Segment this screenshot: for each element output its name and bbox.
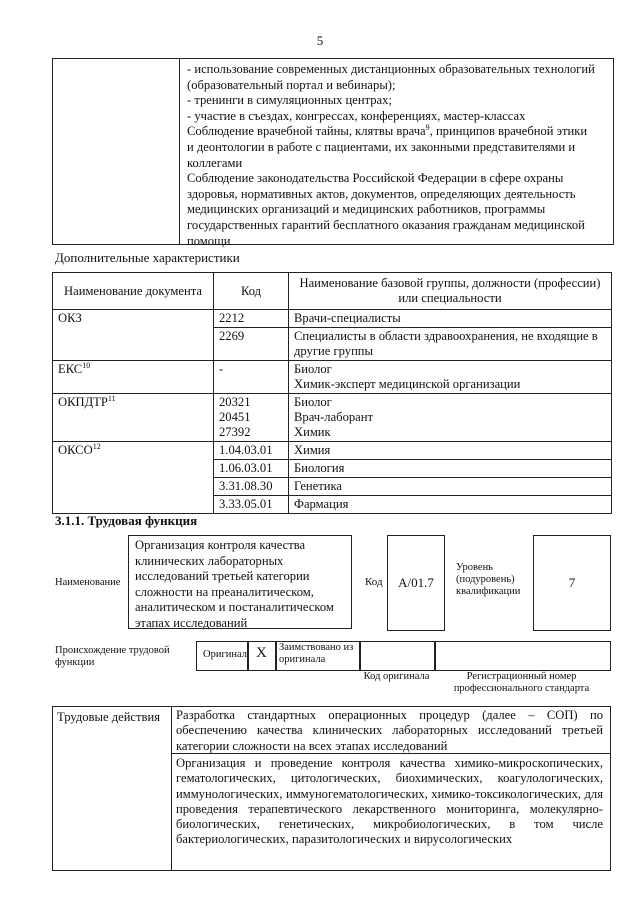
labor-action-item: Разработка стандартных операционных процедур (далее – СОП) по обеспечению качества клинических лабораторных исследований третьей категории сложности на всех этапах исследований bbox=[176, 708, 603, 753]
code-cell: 3.33.05.01 bbox=[214, 496, 289, 514]
code-cell: 3.31.08.30 bbox=[214, 478, 289, 496]
text-line: и деонтологии в работе с пациентами, их законными представителями и bbox=[187, 139, 576, 154]
table-row bbox=[53, 394, 612, 442]
doc-name-okz: ОКЗ bbox=[53, 310, 214, 361]
text-line bbox=[187, 124, 607, 140]
doc-name-okpdtr: ОКПДТР$^{11}$ bbox=[53, 394, 214, 442]
function-name-box: Организация контроля качества клинических лабораторных исследований третьей категории сложности на преаналитическом, аналитическом и постаналитическом этапах исследований bbox=[128, 535, 352, 629]
qualification-level-label: Уровень (подуровень) квалификации bbox=[456, 562, 521, 597]
code-cell: - bbox=[214, 361, 289, 394]
text-line: - участие в съездах, конгрессах, конференциях, мастер-классах bbox=[187, 108, 526, 123]
name-label: Наименование bbox=[55, 577, 121, 588]
additional-characteristics-table bbox=[52, 272, 612, 514]
code-cell: 2212 bbox=[214, 310, 289, 328]
column-header: Наименование базовой группы, должности (профессии) или специальности bbox=[289, 273, 612, 310]
original-label: Оригинал bbox=[203, 649, 247, 660]
text-line: - тренинги в симуляционных центрах; bbox=[187, 93, 392, 108]
text-line: здоровья, нормативных актов, документов, определяющих деятельность bbox=[187, 186, 576, 201]
name-cell: Врачи-специалисты bbox=[289, 310, 612, 328]
reg-number-cell bbox=[434, 641, 611, 671]
code-cell: 1.06.03.01 bbox=[214, 460, 289, 478]
oath-tail: , принципов врачебной этики bbox=[429, 124, 588, 139]
text-line: медицинских организаций и медицинских работников, программы bbox=[187, 202, 546, 217]
footnote-ref: 12 bbox=[92, 441, 101, 451]
labor-actions-label: Трудовые действия bbox=[57, 710, 161, 724]
section-title: 3.1.1. Трудовая функция bbox=[55, 513, 198, 528]
table-divider bbox=[179, 59, 180, 244]
column-header: Код bbox=[214, 273, 289, 310]
text-line: государственных гарантий бесплатного оказания гражданам медицинской bbox=[187, 217, 585, 232]
doc-name-okso: ОКСО$^{12}$ bbox=[53, 442, 214, 514]
name-cell: Биология bbox=[289, 460, 612, 478]
text-line: Соблюдение законодательства Российской Федерации в сфере охраны bbox=[187, 171, 564, 186]
name-cell: Биолог Химик-эксперт медицинской организации bbox=[289, 361, 612, 394]
doc-name-eks: ЕКС$^{10}$ bbox=[53, 361, 214, 394]
origin-label: Происхождение трудовой функции bbox=[55, 645, 170, 668]
code-cell: 1.04.03.01 bbox=[214, 442, 289, 460]
table-row bbox=[53, 442, 612, 460]
footnote-ref: 9 bbox=[425, 123, 430, 133]
code-label: Код bbox=[365, 576, 383, 588]
original-mark: X bbox=[256, 645, 267, 661]
code-cell: 20321 20451 27392 bbox=[214, 394, 289, 442]
table-header-row bbox=[53, 273, 612, 310]
requirements-text bbox=[187, 62, 607, 249]
text-line: помощи bbox=[187, 233, 231, 248]
code-original-label: Код оригинала bbox=[363, 671, 430, 682]
borrowed-label: Заимствовано из оригинала bbox=[279, 642, 354, 665]
oath-text: Соблюдение врачебной тайны, клятвы врача bbox=[187, 124, 426, 139]
name-cell: Фармация bbox=[289, 496, 612, 514]
code-cell: 2269 bbox=[214, 328, 289, 361]
column-header: Наименование документа bbox=[53, 273, 214, 310]
table-divider bbox=[171, 707, 172, 870]
page-number: 5 bbox=[316, 33, 324, 48]
labor-action-item: Организация и проведение контроля качества химико-микроскопических, гематологических, цитологических, биохимических, коагулологических, иммунологических, иммуногематологических, химико-токсикологических, для проведения терапевтического лекарственного мониторинга, молекулярно-биологических, генетических, микробиологических, в том числе бактериологических, паразитологических и вирусологических bbox=[176, 756, 603, 847]
code-original-cell bbox=[359, 641, 436, 671]
name-cell: Генетика bbox=[289, 478, 612, 496]
reg-number-label: Регистрационный номер профессионального стандарта bbox=[453, 671, 590, 694]
name-cell: Биолог Врач-лаборант Химик bbox=[289, 394, 612, 442]
footnote-ref: 10 bbox=[82, 360, 91, 370]
footnote-ref: 11 bbox=[107, 393, 116, 403]
requirements-table bbox=[52, 58, 614, 248]
name-cell: Специалисты в области здравоохранения, не входящие в другие группы bbox=[289, 328, 612, 361]
name-cell: Химия bbox=[289, 442, 612, 460]
table-row bbox=[53, 310, 612, 328]
text-line: (образовательный портал и вебинары); bbox=[187, 77, 396, 92]
function-code-box: А/01.7 bbox=[387, 535, 445, 631]
qualification-level-box: 7 bbox=[533, 535, 611, 631]
text-line: - использование современных дистанционных образовательных технологий bbox=[187, 62, 595, 76]
table-row bbox=[53, 361, 612, 394]
additional-characteristics-title: Дополнительные характеристики bbox=[55, 250, 240, 265]
text-line: коллегами bbox=[187, 155, 243, 170]
